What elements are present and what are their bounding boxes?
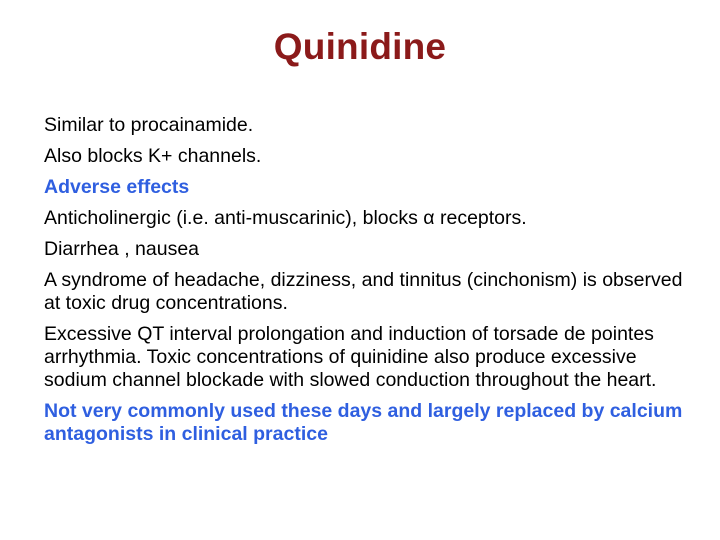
body-line-qt-prolongation: Excessive QT interval prolongation and induction of torsade de pointes arrhythmia. Toxic concentrations of quinidine also produce excessive sodium channel blockade with slowed conduction throughout the heart.	[44, 323, 657, 391]
slide-title: Quinidine	[273, 26, 447, 67]
slide-body	[44, 114, 684, 454]
body-line-k-channels: Also blocks K+ channels.	[44, 145, 262, 167]
conclusion-line: Not very commonly used these days and largely replaced by calcium antagonists in clinical practice	[44, 400, 683, 445]
heading-adverse-effects: Adverse effects	[44, 176, 190, 198]
body-line-similar: Similar to procainamide.	[44, 114, 254, 136]
body-line-diarrhea: Diarrhea , nausea	[44, 238, 200, 260]
body-line-cinchonism: A syndrome of headache, dizziness, and tinnitus (cinchonism) is observed at toxic drug concentrations.	[44, 269, 683, 314]
body-line-anticholinergic: Anticholinergic (i.e. anti-muscarinic), blocks α receptors.	[44, 207, 527, 229]
